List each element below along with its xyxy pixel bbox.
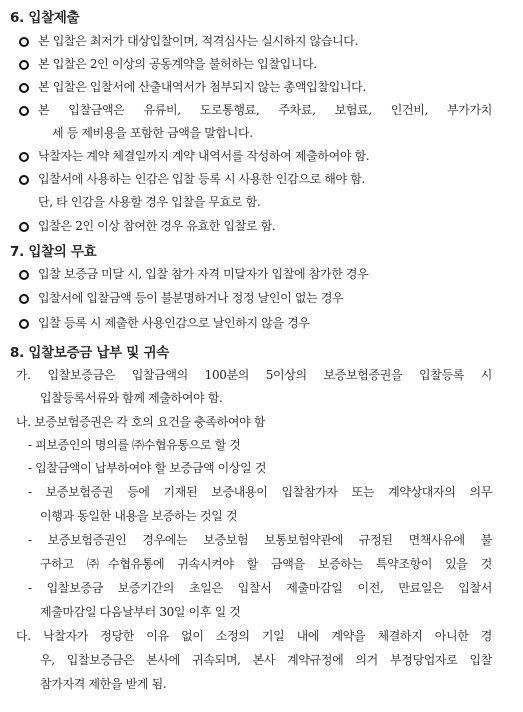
sec6-item-3: 본 입찰은 입찰서에 산출내역서가 첨부되지 않는 총액입찰입니다. [38, 80, 366, 94]
sec8-dash-2: - 입찰금액이 납부하여야 할 보증금액 이상일 것 [28, 461, 267, 475]
section-8-title: 8. 입찰보증금 납부 및 귀속 [10, 345, 169, 361]
section-7-title: 7. 입찰의 무효 [10, 244, 97, 260]
sec8-dash-5-line-2: 제출마감일 다음날부터 30일 이후 일 것 [40, 605, 241, 619]
bullet-circle-icon [19, 222, 29, 232]
sec6-item-5: 낙찰자는 계약 체결일까지 계약 내역서를 작성하여 제출하여야 함. [38, 149, 370, 163]
sec8-da-line-1: 다. 낙찰자가 정당한 이유 없이 소정의 기일 내에 계약을 체결하지 아니한 경 [16, 629, 492, 643]
bullet-circle-icon [19, 83, 29, 93]
sec6-item-2: 본 입찰은 2인 이상의 공동계약을 불허하는 입찰입니다. [38, 57, 317, 71]
bullet-circle-icon [19, 319, 29, 329]
sec7-item-2: 입찰서에 입찰금액 등이 불분명하거나 정정 날인이 없는 경우 [38, 291, 344, 305]
bullet-circle-icon [19, 60, 29, 70]
bullet-circle-icon [19, 37, 29, 47]
sec8-dash-4-line-1: - 보증보험증권인 경우에는 보증보험 보통보험약관에 규정된 면책사유에 불 [28, 533, 492, 547]
sec6-item-7: 입찰은 2인 이상 참여한 경우 유효한 입찰로 함. [38, 219, 276, 233]
bullet-circle-icon [19, 152, 29, 162]
bullet-circle-icon [19, 175, 29, 185]
sec6-item-4-line-2: 세 등 제비용을 포함한 금액을 말합니다. [52, 126, 253, 140]
sec8-dash-1: - 피보증인의 명의를 ㈜수협유통으로 할 것 [28, 438, 241, 452]
sec7-item-1: 입찰 보증금 미달 시, 입찰 참가 자격 미달자가 입찰에 참가한 경우 [38, 267, 369, 281]
sec6-item-1: 본 입찰은 최저가 대상입찰이며, 적격심사는 실시하지 않습니다. [38, 34, 359, 48]
sec8-ga-line-1: 가. 입찰보증금은 입찰금액의 100분의 5이상의 보증보험증권을 입찰등록 시 [16, 368, 492, 382]
sec8-da-line-2: 우, 입찰보증금은 본사에 귀속되며, 본사 계약규정에 의거 부정당업자로 입찰 [40, 653, 492, 667]
sec6-item-4-line-1: 본 입찰금액은 유류비, 도로통행료, 주차료, 보험료, 인건비, 부가가치 [38, 103, 492, 117]
sec8-na: 나. 보증보험증권은 각 호의 요건을 충족하여야 함 [16, 415, 266, 429]
sec8-dash-3-line-1: - 보증보험증권 등에 기재된 보증내용이 입찰참가자 또는 계약상대자의 의무 [28, 485, 492, 499]
sec7-item-3: 입찰 등록 시 제출한 사용인감으로 날인하지 않을 경우 [38, 316, 310, 330]
sec6-item-6-line-2: 단, 타 인감을 사용할 경우 입찰을 무효로 함. [38, 195, 261, 209]
sec8-ga-line-2: 입찰등록서류와 함께 제출하여야 함. [40, 391, 223, 405]
bullet-circle-icon [19, 294, 29, 304]
sec6-item-6-line-1: 입찰서에 사용하는 인감은 입찰 등록 시 사용한 인감으로 해야 함. [38, 172, 365, 186]
sec8-dash-5-line-1: - 입찰보증금 보증기간의 초일은 입찰서 제출마감일 이전, 만료일은 입찰서 [28, 581, 492, 595]
bullet-circle-icon [19, 270, 29, 280]
sec8-dash-3-line-2: 이행과 동일한 내용을 보증하는 것일 것 [40, 509, 238, 523]
section-6-title: 6. 입찰제출 [10, 10, 80, 26]
sec8-dash-4-line-2: 구하고 ㈜수협유통에 귀속시켜야 할 금액을 보증하는 특약조항이 있을 것 [40, 557, 492, 571]
sec8-da-line-3: 참가자격 제한을 받게 됨. [40, 677, 167, 691]
bullet-circle-icon [19, 106, 29, 116]
